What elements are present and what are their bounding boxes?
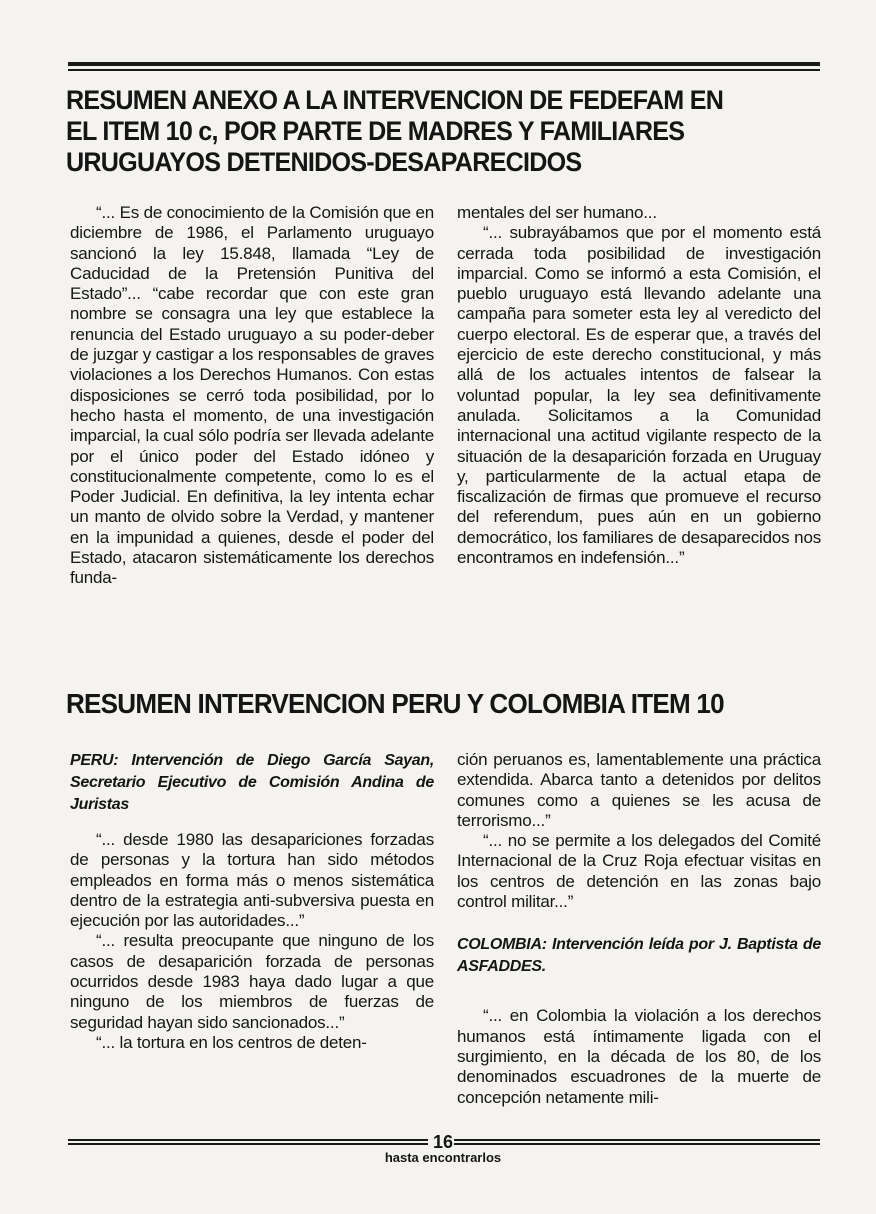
headline-line-2: EL ITEM 10 c, POR PARTE DE MADRES Y FAMILIARES	[66, 116, 685, 146]
section1-left-paragraph: “... Es de conocimiento de la Comisión que en diciembre de 1986, el Parlamento uruguayo sancionó la ley 15.848, llamada “Ley de Caducidad de la Pretensión Punitiva del Estado”... “cabe recordar que con este gran nombre se consagra una ley que establece la renuncia del Estado uruguayo a su poder-deber de juzgar y castigar a los responsables de graves violaciones a los Derechos Humanos. Con estas disposiciones se cerró toda posibilidad, por lo hecho hasta el momento, de una investigación imparcial, la cual sólo podría ser llevada adelante por el único poder del Estado idóneo y constitucionalmente competente, como lo es el Poder Judicial. En definitiva, la ley intenta echar un manto de olvido sobre la Verdad, y mantener en la impunidad a quienes, desde el poder del Estado, atacaron sistemáticamente los derechos funda-	[70, 203, 434, 588]
peru-right-paragraph: “... no se permite a los delegados del Comité Internacional de la Cruz Roja efectuar visitas en los centros de detención en las zonas bajo control militar...”	[457, 831, 821, 912]
headline-line-3: URUGUAYOS DETENIDOS-DESAPARECIDOS	[66, 147, 582, 177]
peru-subheading: PERU: Intervención de Diego García Sayan, Secretario Ejecutivo de Comisión Andina de Juristas	[70, 752, 434, 813]
section1-left-column	[70, 203, 434, 589]
headline-line-1: RESUMEN ANEXO A LA INTERVENCION DE FEDEFAM EN	[66, 85, 724, 115]
footer-rule-right	[454, 1139, 820, 1145]
peru-right-continuation: ción peruanos es, lamentablemente una práctica extendida. Abarca tanto a detenidos por delitos comunes como a quienes se les acusa de terrorismo...”	[457, 750, 821, 830]
peru-paragraph-2: “... resulta preocupante que ninguno de los casos de desaparición forzada de personas ocurridos desde 1983 haya dado lugar a que ninguno de los miembros de fuerzas de seguridad hayan sido sancionados...”	[70, 931, 434, 1032]
page-number: 16	[432, 1132, 454, 1152]
section2-left-column	[70, 750, 434, 1053]
peru-paragraph-1: “... desde 1980 las desapariciones forzadas de personas y la tortura han sido métodos empleados en forma más o menos sistemática dentro de la estrategia anti-subversiva puesta en ejecución por las autoridades...”	[70, 830, 434, 931]
headline-fedefam	[66, 85, 773, 178]
peru-paragraph-3: “... la tortura en los centros de deten-	[96, 1032, 367, 1052]
section1-right-paragraph: “... subrayábamos que por el momento está cerrada toda posibilidad de investigación imparcial. Como se informó a esta Comisión, el pueblo uruguayo está llevando adelante una campaña para someter esta ley al veredicto del cuerpo electoral. Es de esperar que, a través del ejercicio de este derecho constitucional, y más allá de los actuales intentos de falsear la voluntad popular, la ley sea definitivamente anulada. Solicitamos a la Comunidad internacional una actitud vigilante respecto de la situación de la desaparición forzada en Uruguay y, particularmente de la actual etapa de fiscalización de firmas que promueve el recurso del referendum, pues aún en un gobierno democrático, los familiares de desaparecidos nos encontramos en indefensión...”	[457, 223, 821, 568]
section1-right-column	[457, 203, 821, 568]
footer-rule-left	[68, 1139, 428, 1145]
top-rule	[68, 62, 820, 71]
headline-peru-colombia: RESUMEN INTERVENCION PERU Y COLOMBIA ITEM 10	[66, 688, 724, 719]
colombia-paragraph-1: “... en Colombia la violación a los derechos humanos está íntimamente ligada con el surgimiento, en la década de los 80, de los denominados escuadrones de la muerte de concepción netamente mili-	[457, 1006, 821, 1107]
section2-right-column	[457, 750, 821, 1108]
colombia-subheading: COLOMBIA: Intervención leída por J. Baptista de ASFADDES.	[457, 936, 821, 976]
section1-right-continuation: mentales del ser humano...	[457, 203, 657, 222]
magazine-name: hasta encontrarlos	[384, 1150, 502, 1165]
page-footer	[68, 1132, 820, 1165]
